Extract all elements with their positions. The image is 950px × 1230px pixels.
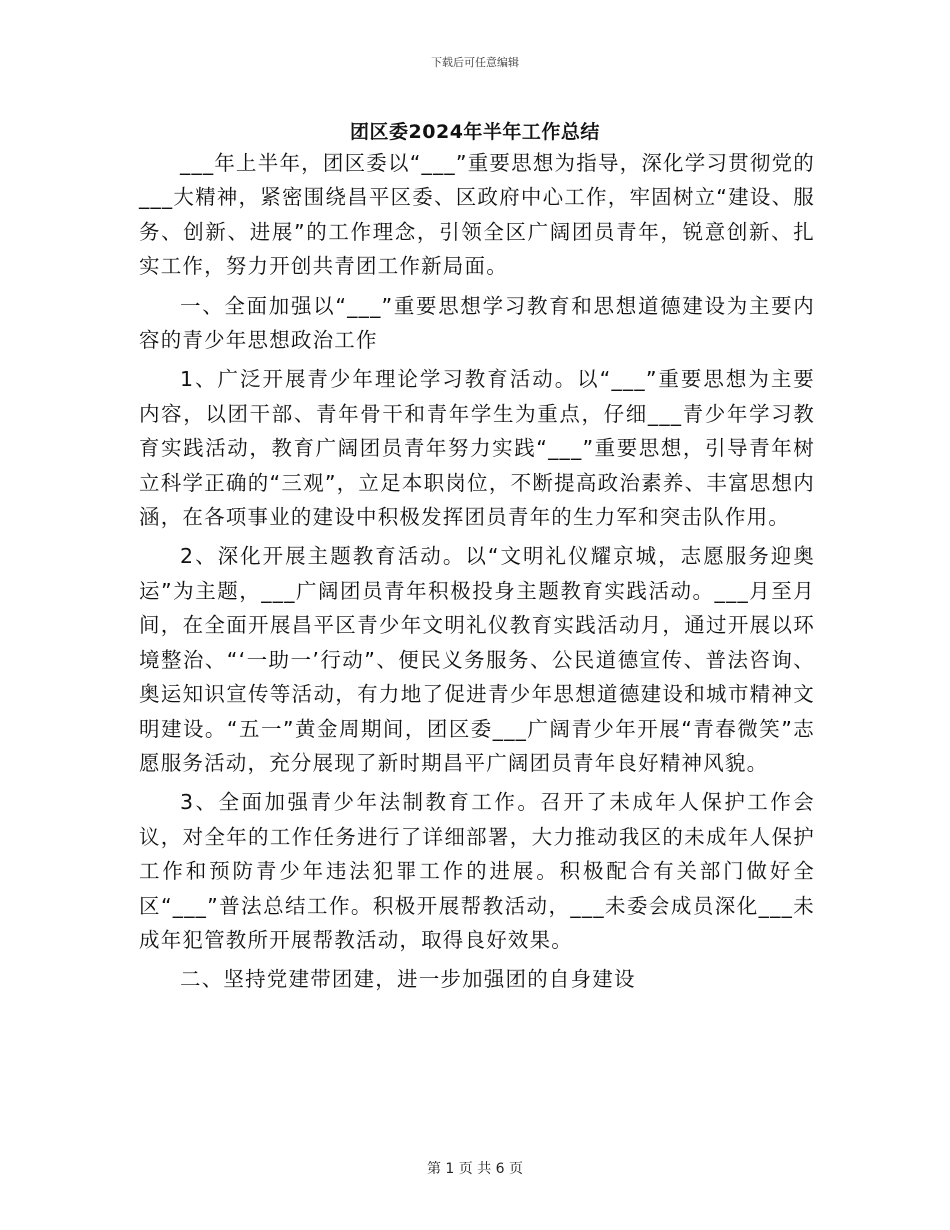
section-heading-1: 一、全面加强以“___”重要思想学习教育和思想道德建设为主要内容的青少年思想政治工作	[139, 293, 815, 353]
paragraph-item-2: 2、深化开展主题教育活动。以“文明礼仪耀京城，志愿服务迎奥运”为主题，___广阔团员青年积极投身主题教育实践活动。___月至月间，在全面开展昌平区青少年文明礼仪教育实践活动月，通过开展以环境整治、“‘一助一’行动”、便民义务服务、公民道德宣传、普法咨询、奥运知识宣传等活动，有力地了促进青少年思想道德建设和城市精神文明建设。“五一”黄金周期间，团区委___广阔青少年开展“青春微笑”志愿服务活动，充分展现了新时期昌平广阔团员青年良好精神风貌。	[139, 544, 815, 775]
document-body	[139, 146, 815, 997]
section-heading-2: 二、坚持党建带团建，进一步加强团的自身建设	[180, 967, 636, 992]
document-title: 团区委2024年半年工作总结	[350, 121, 600, 143]
paragraph-item-3: 3、全面加强青少年法制教育工作。召开了未成年人保护工作会议，对全年的工作任务进行了详细部署，大力推动我区的未成年人保护工作和预防青少年违法犯罪工作的进展。积极配合有关部门做好全区“___”普法总结工作。积极开展帮教活动，___未委会成员深化___未成年犯管教所开展帮教活动，取得良好效果。	[139, 790, 815, 952]
page-number: 第 1 页 共 6 页	[426, 1161, 524, 1177]
paragraph-intro: ___年上半年，团区委以“___”重要思想为指导，深化学习贯彻党的___大精神，紧密围绕昌平区委、区政府中心工作，牢固树立“建设、服务、创新、进展”的工作理念，引领全区广阔团员青年，锐意创新、扎实工作，努力开创共青团工作新局面。	[139, 151, 815, 279]
header-note: 下载后可任意编辑	[431, 56, 519, 69]
paragraph-item-1: 1、广泛开展青少年理论学习教育活动。以“___”重要思想为主要内容，以团干部、青年骨干和青年学生为重点，仔细___青少年学习教育实践活动，教育广阔团员青年努力实践“___”重要思想，引导青年树立科学正确的“三观”，立足本职岗位，不断提高政治素养、丰富思想内涵，在各项事业的建设中积极发挥团员青年的生力军和突击队作用。	[139, 367, 815, 530]
